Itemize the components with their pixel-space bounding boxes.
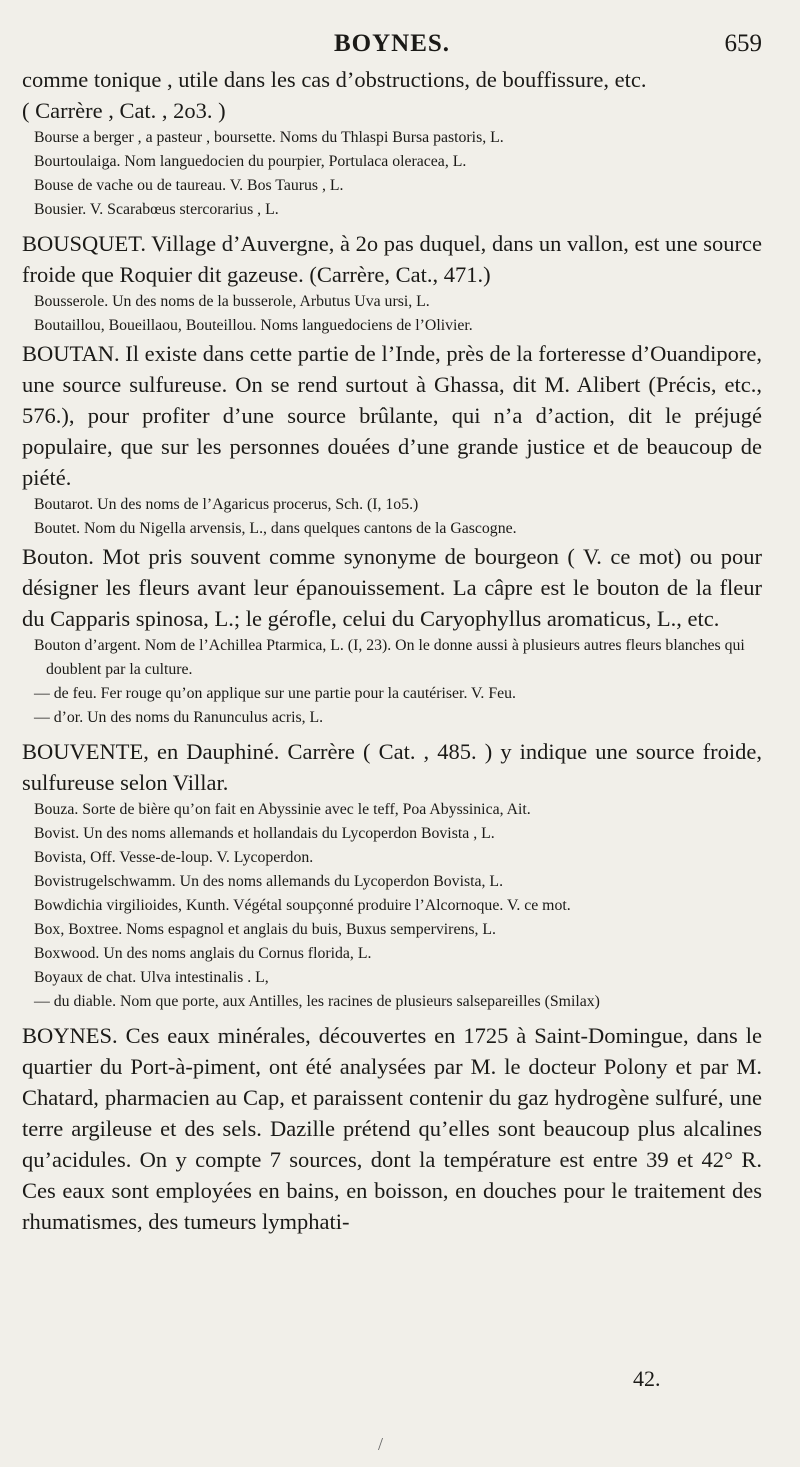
entry-paragraph: Bouton. Mot pris souvent comme synonyme de bourgeon ( V. ce mot) ou pour désigner les fleurs avant leur épanouissement. La câpre est le bouton de la fleur du Capparis spinosa, L.; le gérofle, celui du Caryophyllus aromaticus, L., etc.: [22, 544, 762, 631]
entry-paragraph: BOYNES. Ces eaux minérales, découvertes en 1725 à Saint-Domingue, dans le quartier du Port-à-piment, ont été analysées par M. le docteur Polony et par M. Chatard, pharmacien au Cap, et paraissent contenir du gaz hydrogène sulfuré, une terre argileuse et des sels. Dazille prétend qu’elles sont beaucoup plus alcalines qu’acidules. On y compte 7 sources, dont la température est entre 39 et 42° R. Ces eaux sont employées en bains, en boisson, en douches pour le traitement des rhumatismes, des tumeurs lymphati-: [22, 1023, 762, 1234]
entry: Bovista, Off. Vesse-de-loup. V. Lycoperdon.: [34, 849, 314, 866]
entry: Boutaillou, Boueillaou, Bouteillou. Noms languedociens de l’Olivier.: [34, 317, 473, 334]
entry: Bousserole. Un des noms de la busserole, Arbutus Uva ursi, L.: [34, 293, 430, 310]
entry: Bourtoulaiga. Nom languedocien du pourpier, Portulaca oleracea, L.: [34, 153, 467, 170]
page: [22, 30, 762, 1237]
entry: Bouza. Sorte de bière qu’on fait en Abyssinie avec le teff, Poa Abyssinica, Ait.: [34, 801, 531, 818]
entry: Bousier. V. Scarabœus stercorarius , L.: [34, 201, 279, 218]
entry: Box, Boxtree. Noms espagnol et anglais du buis, Buxus sempervirens, L.: [34, 921, 496, 938]
stray-mark: /: [378, 1434, 384, 1454]
entry: Bovist. Un des noms allemands et hollandais du Lycoperdon Bovista , L.: [34, 825, 495, 842]
entry: — du diable. Nom que porte, aux Antilles, les racines de plusieurs salsepareilles (Smilax): [34, 993, 600, 1010]
running-title: BOYNES.: [333, 30, 451, 57]
entry-paragraph: BOUTAN. Il existe dans cette partie de l’Inde, près de la forteresse d’Ouandipore, une source sulfureuse. On se rend surtout à Ghassa, dit M. Alibert (Précis, etc., 576.), pour profiter d’une source brûlante, qui n’a d’action, dit le préjugé populaire, que sur les personnes douées d’une grande justice et de beaucoup de piété.: [22, 341, 762, 490]
entry: Bovistrugelschwamm. Un des noms allemands du Lycoperdon Bovista, L.: [34, 873, 504, 890]
text-line: comme tonique , utile dans les cas d’obstructions, de bouffissure, etc.: [22, 67, 647, 92]
entry: Bowdichia virgilioides, Kunth. Végétal soupçonné produire l’Alcornoque. V. ce mot.: [34, 897, 571, 914]
entry: Boyaux de chat. Ulva intestinalis . L,: [34, 969, 269, 986]
entry: Bouton d’argent. Nom de l’Achillea Ptarmica, L. (I, 23). On le donne aussi à plusieurs autres fleurs blanches qui doublent par la culture.: [34, 637, 745, 678]
text-line: ( Carrère , Cat. , 2o3. ): [22, 98, 226, 123]
entry: Boxwood. Un des noms anglais du Cornus florida, L.: [34, 945, 372, 962]
entry: — de feu. Fer rouge qu’on applique sur une partie pour la cautériser. V. Feu.: [34, 685, 516, 702]
entry: Boutet. Nom du Nigella arvensis, L., dans quelques cantons de la Gascogne.: [34, 520, 517, 537]
entry: Bouse de vache ou de taureau. V. Bos Taurus , L.: [34, 177, 344, 194]
entry-paragraph: BOUSQUET. Village d’Auvergne, à 2o pas duquel, dans un vallon, est une source froide que Roquier dit gazeuse. (Carrère, Cat., 471.): [22, 231, 762, 287]
entry: — d’or. Un des noms du Ranunculus acris, L.: [34, 709, 324, 726]
signature-mark: 42.: [633, 1366, 661, 1391]
entry: Bourse a berger , a pasteur , boursette. Noms du Thlaspi Bursa pastoris, L.: [34, 129, 504, 146]
page-number: 659: [724, 30, 762, 57]
entry: Boutarot. Un des noms de l’Agaricus procerus, Sch. (I, 1o5.): [34, 496, 419, 513]
page-header: [22, 30, 762, 64]
entry-paragraph: BOUVENTE, en Dauphiné. Carrère ( Cat. , 485. ) y indique une source froide, sulfureuse selon Villar.: [22, 739, 762, 795]
